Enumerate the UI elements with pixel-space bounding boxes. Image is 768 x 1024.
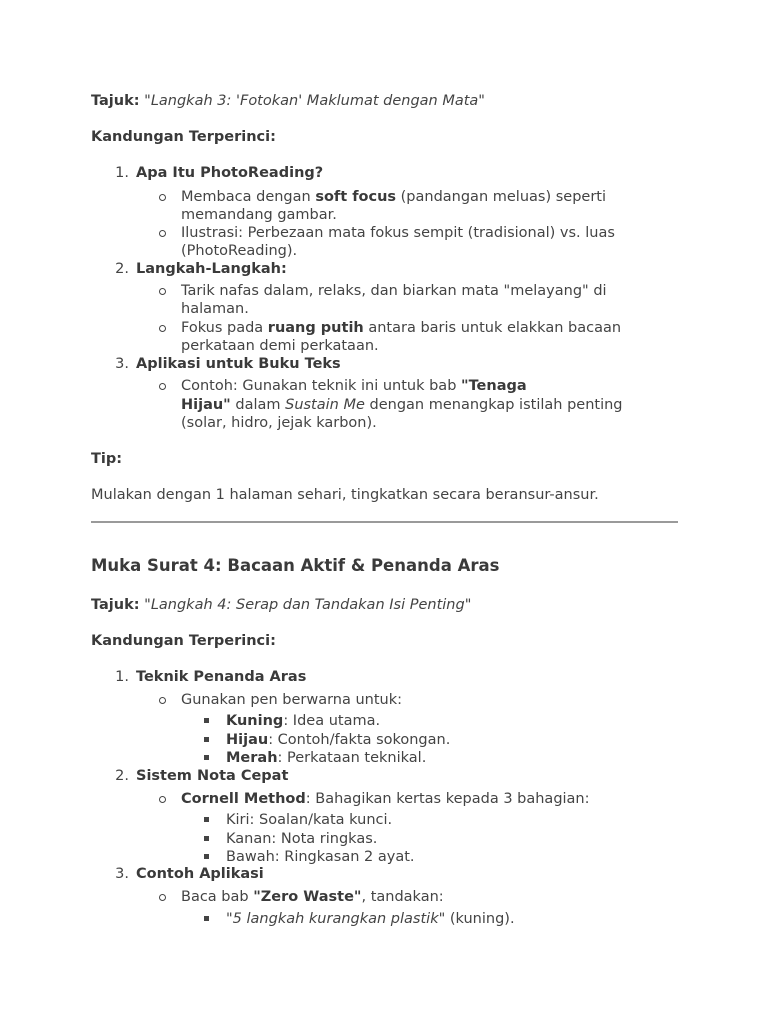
- sub-item: Fokus pada ruang putih antara baris untuk elakkan bacaan: [181, 320, 622, 336]
- sub-item-cont: halaman.: [181, 301, 249, 317]
- sub-item: Membaca dengan soft focus (pandangan meluas) seperti: [181, 189, 606, 205]
- bullet-item: Bawah: Ringkasan 2 ayat.: [226, 849, 415, 865]
- sub-item: Baca bab "Zero Waste", tandakan:: [181, 889, 444, 905]
- bullet-item: "5 langkah kurangkan plastik" (kuning).: [226, 911, 515, 927]
- kandungan-heading-4: Kandungan Terperinci:: [91, 633, 276, 649]
- tajuk-label: Tajuk:: [91, 93, 140, 109]
- section-heading: Muka Surat 4: Bacaan Aktif & Penanda Aras: [91, 556, 500, 575]
- square-bullet-icon: [204, 916, 209, 921]
- sub-item-cont: (PhotoReading).: [181, 243, 298, 259]
- tajuk-text: Langkah 3: 'Fotokan' Maklumat dengan Mata: [150, 93, 479, 109]
- sub-item-cont: perkataan demi perkataan.: [181, 338, 379, 354]
- tajuk-line-3: Tajuk: "Langkah 3: 'Fotokan' Maklumat dengan Mata": [91, 93, 485, 109]
- circle-bullet-icon: [159, 230, 166, 237]
- sub-item: Cornell Method: Bahagikan kertas kepada 3 bahagian:: [181, 791, 590, 807]
- bullet-item: Kanan: Nota ringkas.: [226, 831, 378, 847]
- square-bullet-icon: [204, 854, 209, 859]
- tip-text: Mulakan dengan 1 halaman sehari, tingkatkan secara beransur-ansur.: [91, 487, 599, 503]
- sub-item-cont: Hijau" dalam Sustain Me dengan menangkap istilah penting: [181, 397, 623, 413]
- kandungan-heading-3: Kandungan Terperinci:: [91, 129, 276, 145]
- square-bullet-icon: [204, 718, 209, 723]
- circle-bullet-icon: [159, 288, 166, 295]
- divider: [91, 521, 678, 523]
- square-bullet-icon: [204, 836, 209, 841]
- bullet-item: Hijau: Contoh/fakta sokongan.: [226, 732, 451, 748]
- square-bullet-icon: [204, 737, 209, 742]
- sub-item: Contoh: Gunakan teknik ini untuk bab "Tenaga: [181, 378, 527, 394]
- circle-bullet-icon: [159, 194, 166, 201]
- sub-item: Ilustrasi: Perbezaan mata fokus sempit (tradisional) vs. luas: [181, 225, 615, 241]
- sub-item: Tarik nafas dalam, relaks, dan biarkan mata "melayang" di: [181, 283, 607, 299]
- bullet-item: Merah: Perkataan teknikal.: [226, 750, 427, 766]
- circle-bullet-icon: [159, 325, 166, 332]
- bullet-item: Kiri: Soalan/kata kunci.: [226, 812, 393, 828]
- tajuk-line-4: Tajuk: "Langkah 4: Serap dan Tandakan Isi Penting": [91, 597, 472, 613]
- tajuk-text: Langkah 4: Serap dan Tandakan Isi Penting: [150, 597, 465, 613]
- sub-item: Gunakan pen berwarna untuk:: [181, 692, 403, 708]
- tip-label: Tip:: [91, 451, 123, 467]
- circle-bullet-icon: [159, 697, 166, 704]
- square-bullet-icon: [204, 817, 209, 822]
- circle-bullet-icon: [159, 796, 166, 803]
- sub-item-cont: (solar, hidro, jejak karbon).: [181, 415, 377, 431]
- circle-bullet-icon: [159, 894, 166, 901]
- circle-bullet-icon: [159, 383, 166, 390]
- tajuk-label: Tajuk:: [91, 597, 140, 613]
- bullet-item: Kuning: Idea utama.: [226, 713, 381, 729]
- sub-item-cont: memandang gambar.: [181, 207, 337, 223]
- square-bullet-icon: [204, 755, 209, 760]
